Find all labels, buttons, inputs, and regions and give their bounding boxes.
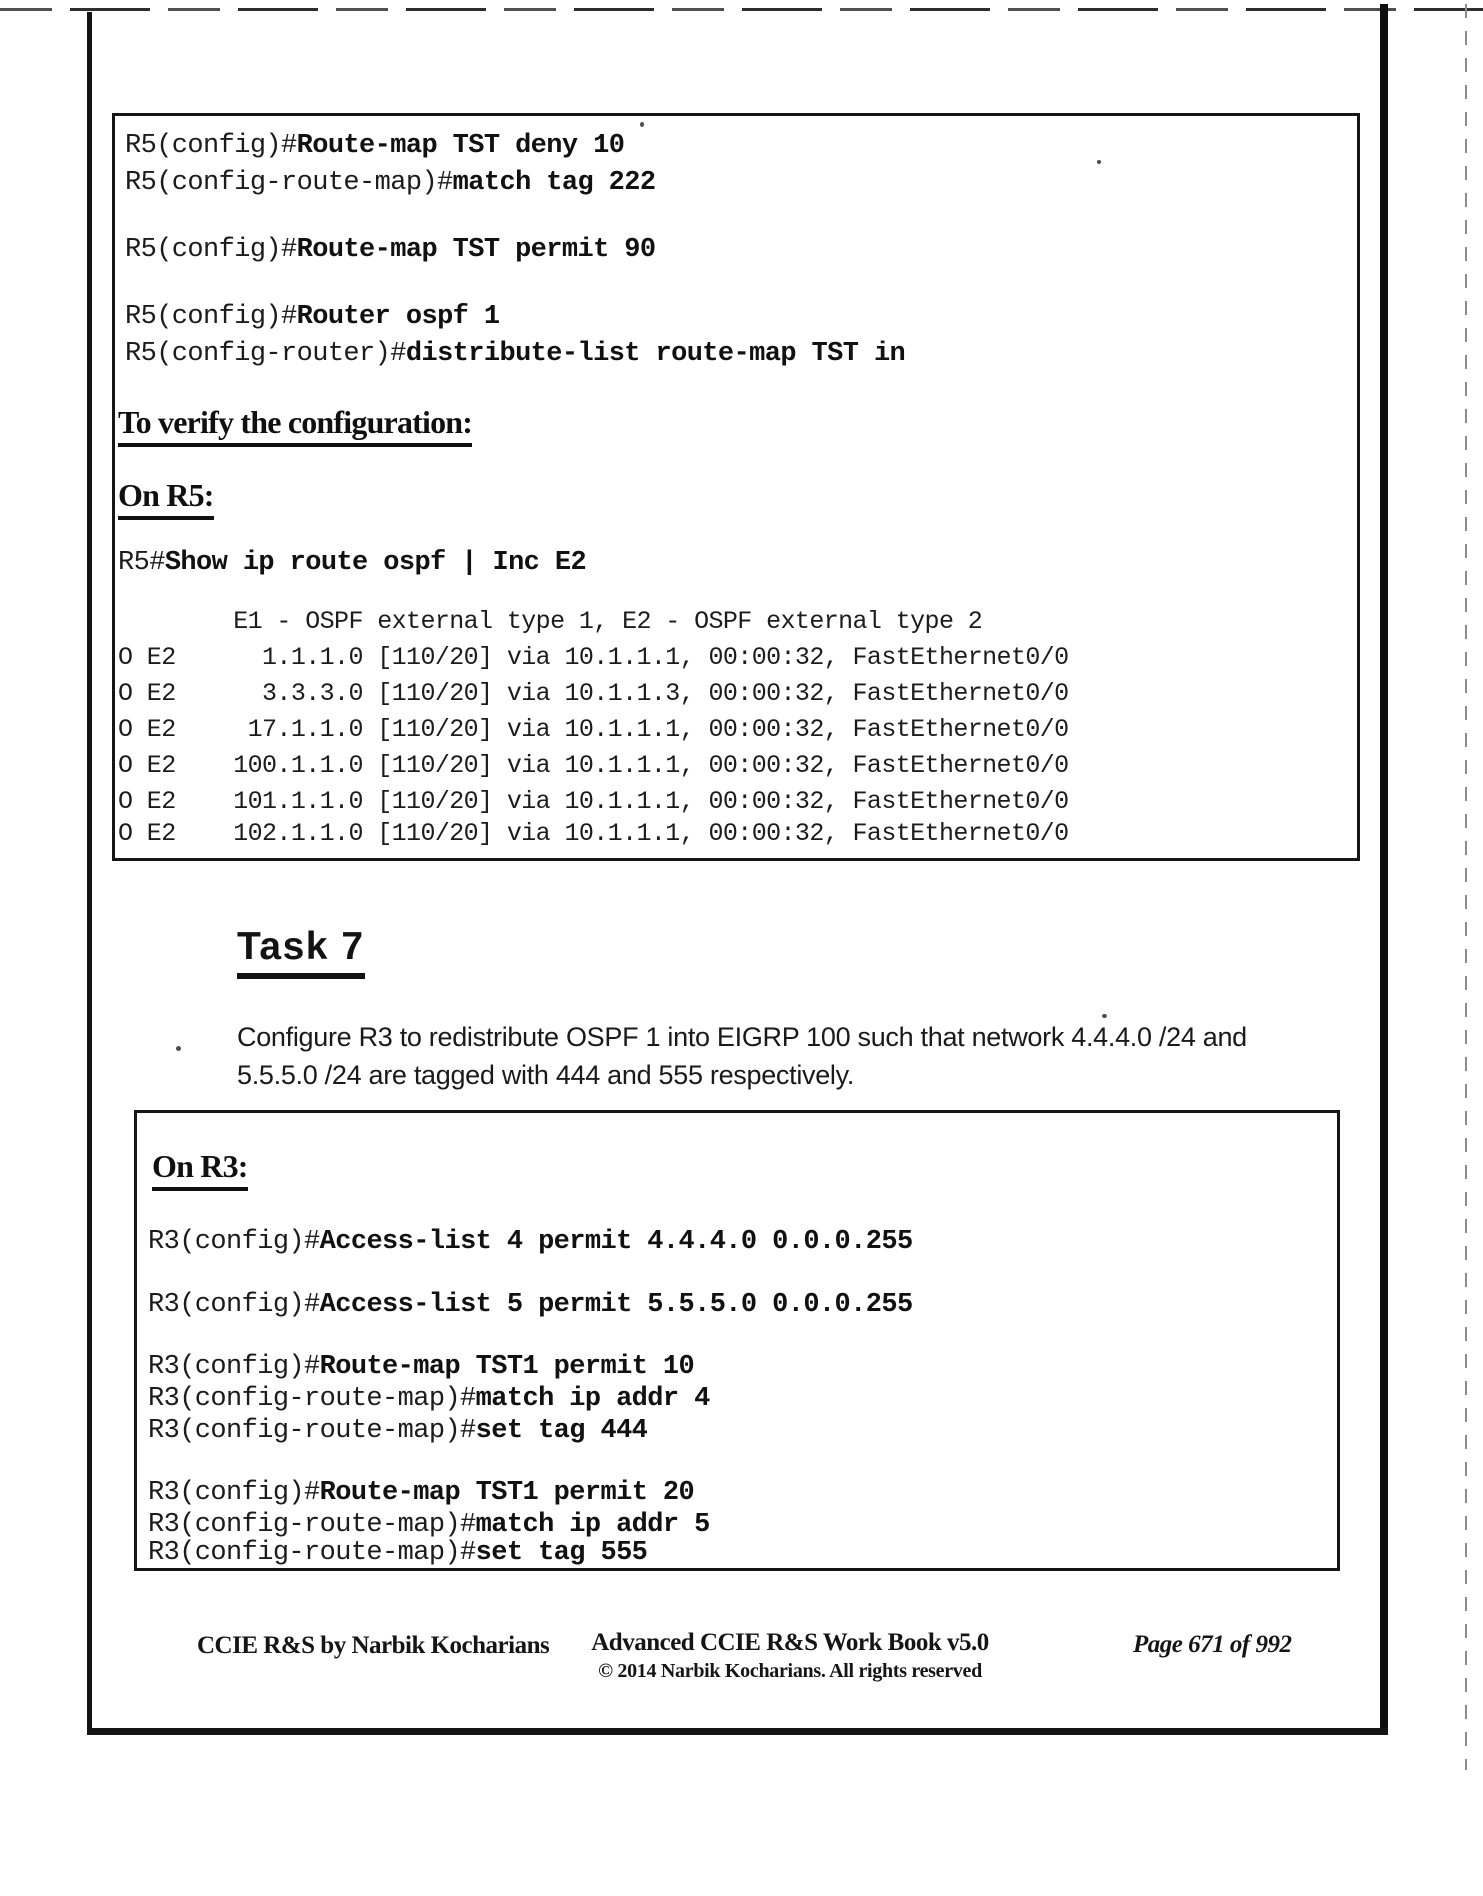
on-r5-heading: On R5: xyxy=(118,477,214,520)
cli-output-line: O E2 100.1.1.0 [110/20] via 10.1.1.1, 00:00:32, FastEthernet0/0 xyxy=(118,751,1069,780)
cli-output-line: O E2 3.3.3.0 [110/20] via 10.1.1.3, 00:00:32, FastEthernet0/0 xyxy=(118,679,1069,708)
scan-artifact-right-edge xyxy=(1465,4,1467,1770)
cli-prompt: R3(config-route-map)# xyxy=(148,1510,476,1540)
cli-line xyxy=(148,1352,694,1382)
cli-command: match ip addr 4 xyxy=(475,1384,710,1414)
page-frame-bottom-border xyxy=(87,1728,1388,1735)
cli-prompt: R5# xyxy=(118,548,165,578)
task-heading: Task 7 xyxy=(237,925,365,979)
cli-line xyxy=(118,548,586,578)
scan-speck xyxy=(176,1046,181,1051)
cli-line xyxy=(125,131,624,161)
cli-command: Route-map TST permit 90 xyxy=(296,235,656,265)
verify-heading: To verify the configuration: xyxy=(118,404,472,447)
cli-command: Route-map TST deny 10 xyxy=(296,131,625,161)
cli-prompt: R5(config)# xyxy=(125,131,297,161)
cli-prompt: R5(config-router)# xyxy=(125,339,406,369)
footer-page-number: Page 671 of 992 xyxy=(1133,1631,1292,1658)
code-box-r5 xyxy=(112,113,1360,861)
cli-line xyxy=(125,168,656,198)
cli-line xyxy=(148,1290,913,1320)
cli-prompt: R3(config-route-map)# xyxy=(148,1416,476,1446)
cli-prompt: R5(config-route-map)# xyxy=(125,168,453,198)
cli-output-line: E1 - OSPF external type 1, E2 - OSPF external type 2 xyxy=(118,607,983,636)
cli-prompt: R5(config)# xyxy=(125,235,297,265)
scan-artifact-top-edge xyxy=(0,8,1483,11)
cli-output-line: O E2 102.1.1.0 [110/20] via 10.1.1.1, 00:00:32, FastEthernet0/0 xyxy=(118,819,1069,848)
cli-line xyxy=(125,302,499,332)
cli-line xyxy=(148,1510,710,1540)
cli-command: set tag 444 xyxy=(475,1416,648,1446)
cli-prompt: R5(config)# xyxy=(125,302,297,332)
cli-command: Route-map TST1 permit 20 xyxy=(319,1478,695,1508)
cli-command: Access-list 5 permit 5.5.5.0 0.0.0.255 xyxy=(319,1290,913,1320)
cli-command: Access-list 4 permit 4.4.4.0 0.0.0.255 xyxy=(319,1227,913,1257)
footer-author: CCIE R&S by Narbik Kocharians xyxy=(197,1632,550,1659)
cli-command: match tag 222 xyxy=(452,168,656,198)
cli-line xyxy=(148,1416,647,1446)
cli-line xyxy=(148,1478,694,1508)
cli-prompt: R3(config)# xyxy=(148,1478,320,1508)
cli-line xyxy=(148,1227,913,1257)
cli-command: set tag 555 xyxy=(475,1538,648,1568)
cli-prompt: R3(config)# xyxy=(148,1290,320,1320)
on-r3-heading: On R3: xyxy=(152,1148,248,1191)
page-frame-left-border xyxy=(87,12,92,1734)
cli-command: match ip addr 5 xyxy=(475,1510,710,1540)
cli-output-line: O E2 17.1.1.0 [110/20] via 10.1.1.1, 00:00:32, FastEthernet0/0 xyxy=(118,715,1069,744)
cli-prompt: R3(config)# xyxy=(148,1227,320,1257)
task-body-line: Configure R3 to redistribute OSPF 1 into EIGRP 100 such that network 4.4.4.0 /24 and xyxy=(237,1022,1247,1052)
task-body-line: 5.5.5.0 /24 are tagged with 444 and 555 respectively. xyxy=(237,1060,855,1090)
footer-copyright: © 2014 Narbik Kocharians. All rights reserved xyxy=(598,1660,982,1682)
cli-command: Route-map TST1 permit 10 xyxy=(319,1352,695,1382)
cli-output-line: O E2 101.1.1.0 [110/20] via 10.1.1.1, 00:00:32, FastEthernet0/0 xyxy=(118,787,1069,816)
cli-command: Router ospf 1 xyxy=(296,302,500,332)
cli-prompt: R3(config-route-map)# xyxy=(148,1384,476,1414)
cli-prompt: R3(config-route-map)# xyxy=(148,1538,476,1568)
cli-line xyxy=(148,1538,647,1568)
footer-book-title: Advanced CCIE R&S Work Book v5.0 xyxy=(591,1629,989,1656)
cli-command: distribute-list route-map TST in xyxy=(405,339,906,369)
cli-line xyxy=(148,1384,710,1414)
cli-line xyxy=(125,339,905,369)
cli-output-line: O E2 1.1.1.0 [110/20] via 10.1.1.1, 00:00:32, FastEthernet0/0 xyxy=(118,643,1069,672)
cli-line xyxy=(125,235,656,265)
cli-command: Show ip route ospf | Inc E2 xyxy=(164,548,587,578)
page-frame-right-border xyxy=(1380,4,1388,1734)
cli-prompt: R3(config)# xyxy=(148,1352,320,1382)
